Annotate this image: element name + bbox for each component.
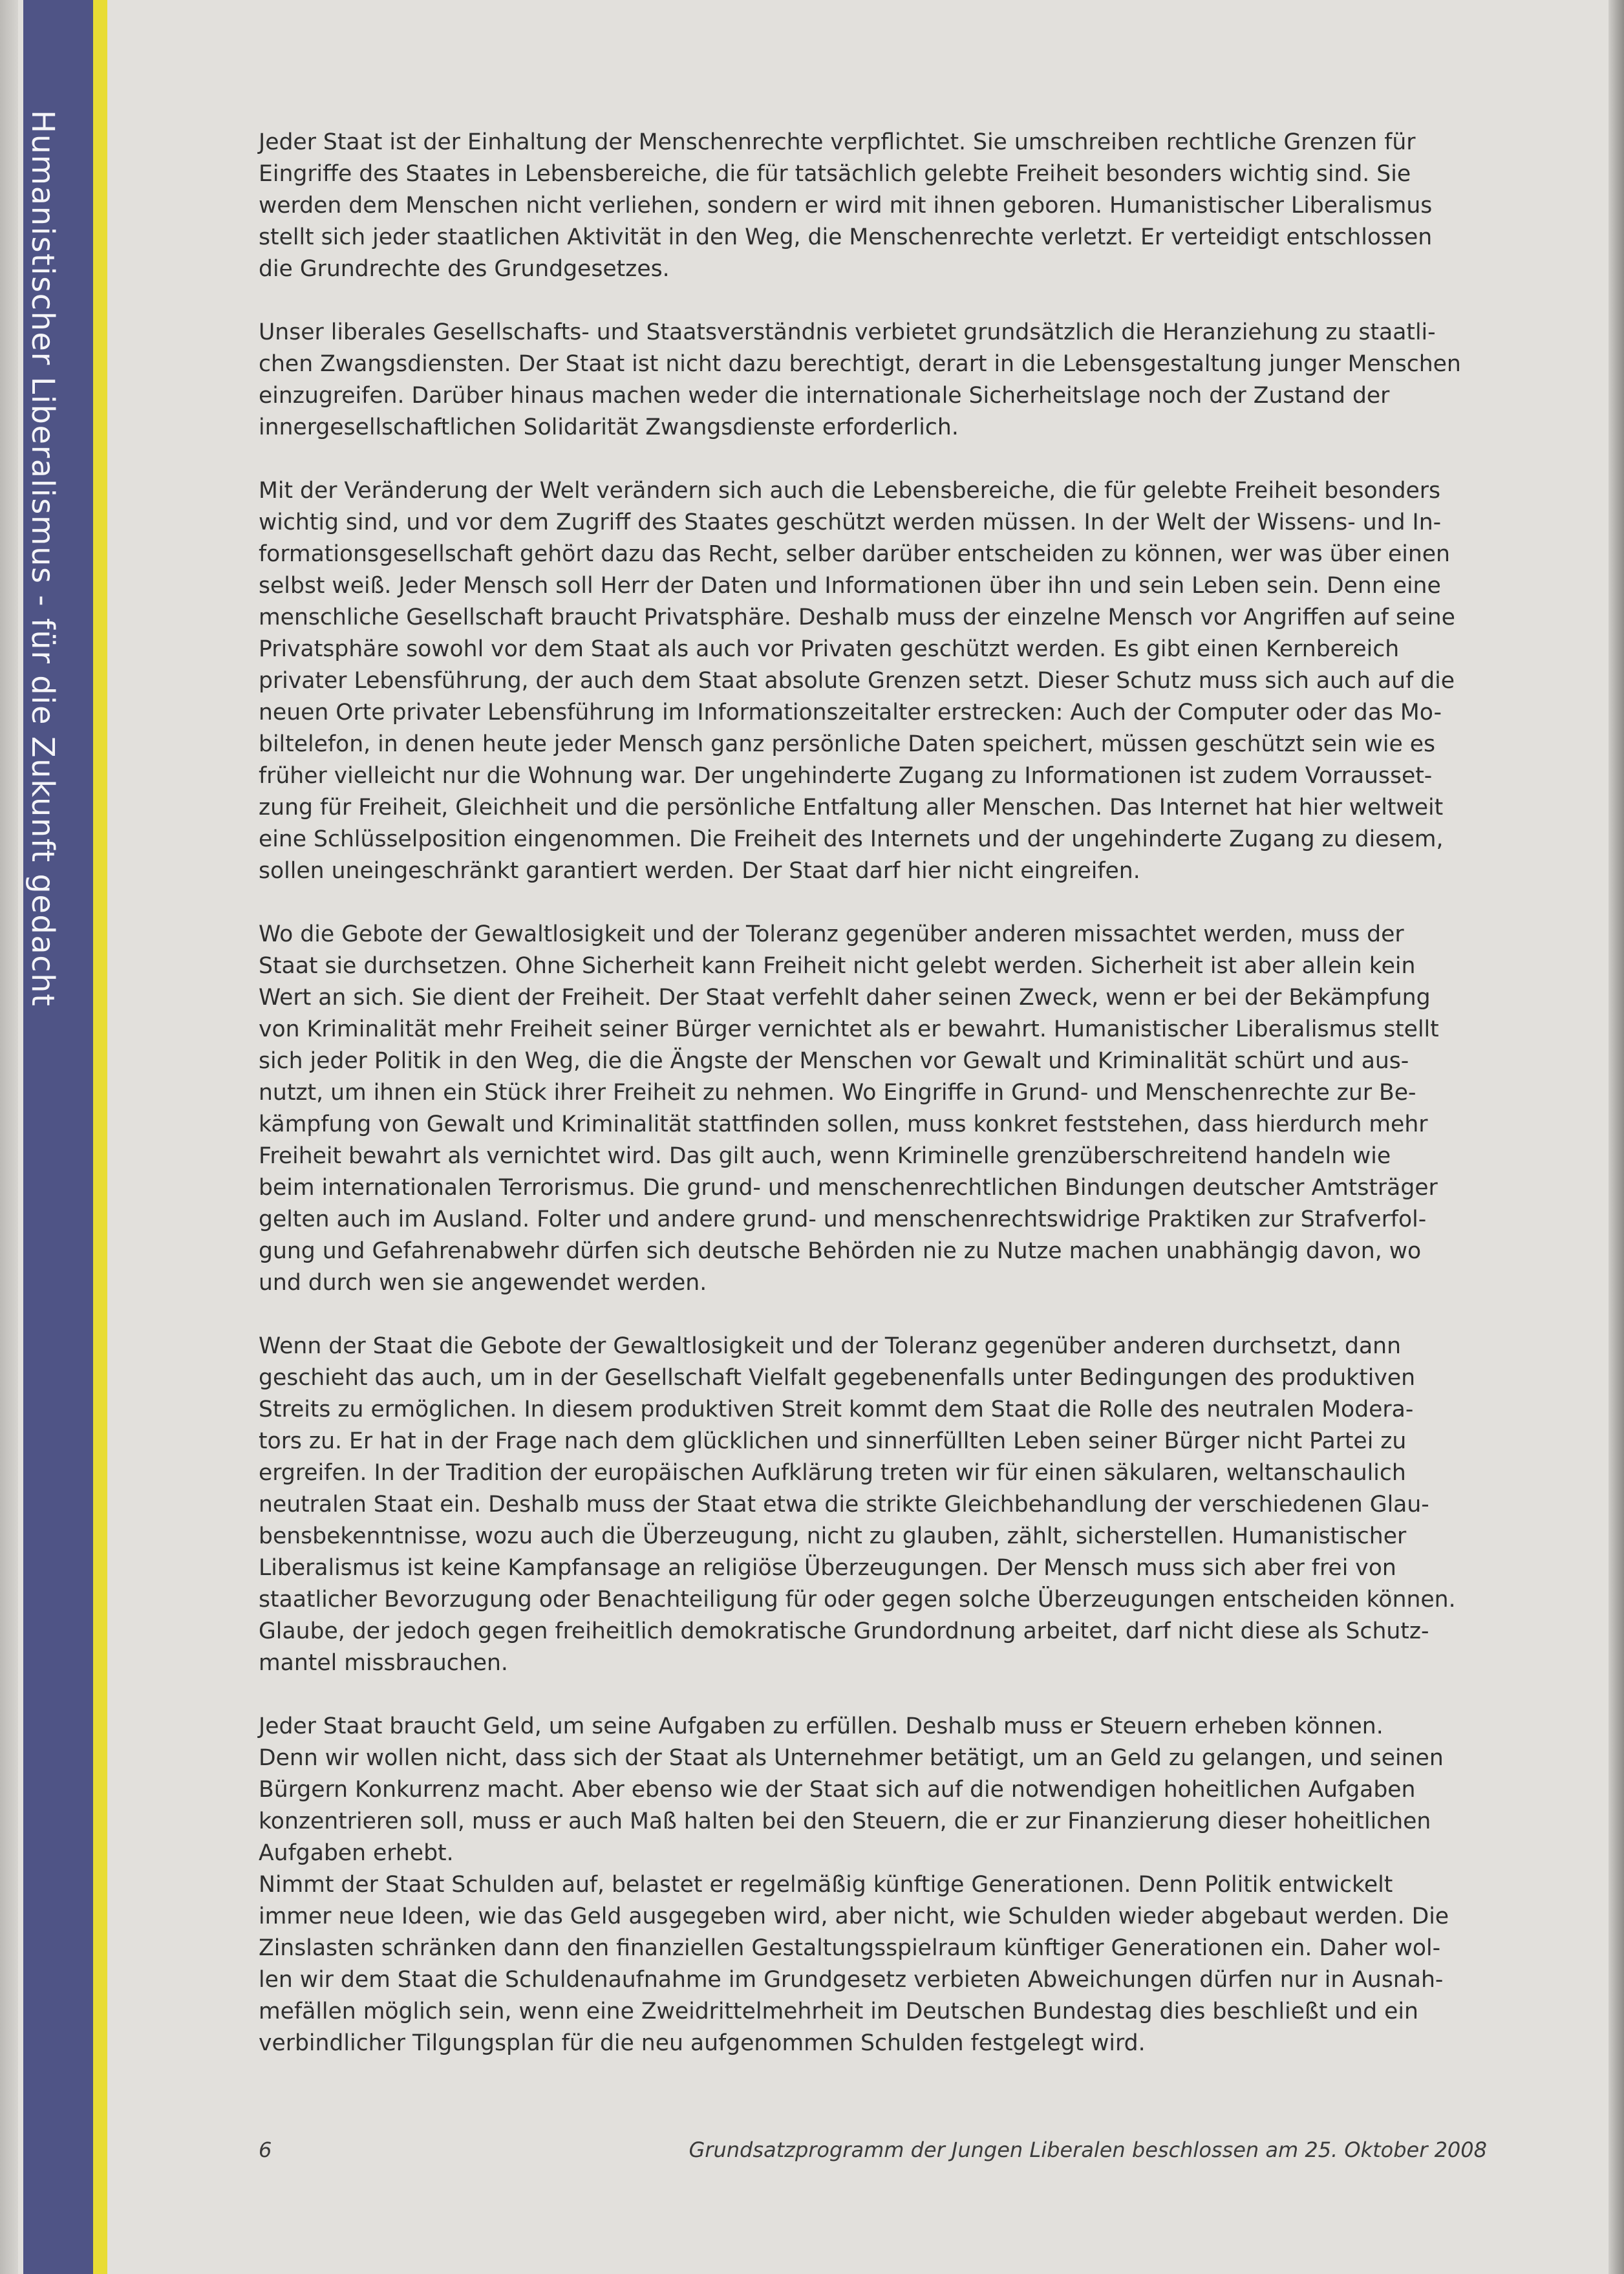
text-line: eine Schlüsselposition eingenommen. Die Freiheit des Internets und der ungehinderte Zugang zu diesem, bbox=[259, 826, 1444, 852]
paragraph bbox=[259, 475, 1500, 887]
page-number: 6 bbox=[259, 2138, 272, 2162]
text-line: geschieht das auch, um in der Gesellschaft Vielfalt gegebenenfalls unter Bedingungen des produktiven bbox=[259, 1365, 1416, 1391]
text-line: Wo die Gebote der Gewaltlosigkeit und der Toleranz gegenüber anderen missachtet werden, muss der bbox=[259, 921, 1404, 947]
text-line: die Grundrechte des Grundgesetzes. bbox=[259, 256, 670, 282]
side-accent-stripe bbox=[93, 0, 107, 2274]
text-line: neutralen Staat ein. Deshalb muss der Staat etwa die strikte Gleichbehandlung der verschiedenen Glau- bbox=[259, 1492, 1429, 1518]
text-line: Aufgaben erhebt. bbox=[259, 1840, 454, 1866]
text-line: Bürgern Konkurrenz macht. Aber ebenso wie der Staat sich auf die notwendigen hoheitlichen Aufgaben bbox=[259, 1777, 1416, 1803]
text-line: Wert an sich. Sie dient der Freiheit. Der Staat verfehlt daher seinen Zweck, wenn er bei der Bekämpfung bbox=[259, 985, 1431, 1011]
text-line: konzentrieren soll, muss er auch Maß halten bei den Steuern, die er zur Finanzierung dieser hoheitlichen bbox=[259, 1808, 1431, 1834]
text-line: staatlicher Bevorzugung oder Benachteiligung für oder gegen solche Überzeugungen entscheiden können. bbox=[259, 1587, 1456, 1613]
text-line: werden dem Menschen nicht verliehen, sondern er wird mit ihnen geboren. Humanistischer Liberalismus bbox=[259, 193, 1433, 219]
text-line: Nimmt der Staat Schulden auf, belastet er regelmäßig künftige Generationen. Denn Politik entwickelt bbox=[259, 1872, 1393, 1898]
text-line: Jeder Staat ist der Einhaltung der Menschenrechte verpflichtet. Sie umschreiben rechtliche Grenzen für bbox=[259, 129, 1416, 155]
text-line: tors zu. Er hat in der Frage nach dem glücklichen und sinnerfüllten Leben seiner Bürger nicht Partei zu bbox=[259, 1428, 1407, 1454]
text-line: verbindlicher Tilgungsplan für die neu aufgenommen Schulden festgelegt wird. bbox=[259, 2030, 1146, 2056]
text-line: sich jeder Politik in den Weg, die die Ängste der Menschen vor Gewalt und Kriminalität schürt und aus- bbox=[259, 1048, 1409, 1074]
text-line: Eingriffe des Staates in Lebensbereiche, die für tatsächlich gelebte Freiheit besonders wichtig sind. Sie bbox=[259, 161, 1411, 187]
scan-edge-left bbox=[0, 0, 18, 2274]
text-line: innergesellschaftlichen Solidarität Zwangsdienste erforderlich. bbox=[259, 414, 959, 440]
text-line: kämpfung von Gewalt und Kriminalität stattfinden sollen, muss konkret feststehen, dass hierdurch mehr bbox=[259, 1111, 1428, 1137]
paragraph bbox=[259, 127, 1500, 285]
text-line: mefällen möglich sein, wenn eine Zweidrittelmehrheit im Deutschen Bundestag dies beschließt und ein bbox=[259, 1999, 1418, 2024]
text-line: Mit der Veränderung der Welt verändern sich auch die Lebensbereiche, die für gelebte Freiheit besonders bbox=[259, 478, 1441, 504]
body-text bbox=[259, 127, 1500, 2091]
text-line: einzugreifen. Darüber hinaus machen weder die internationale Sicherheitslage noch der Zustand der bbox=[259, 383, 1390, 409]
paragraph bbox=[259, 1331, 1500, 1679]
paragraph bbox=[259, 919, 1500, 1299]
text-line: privater Lebensführung, der auch dem Staat absolute Grenzen setzt. Dieser Schutz muss sich auch auf die bbox=[259, 668, 1455, 694]
text-line: len wir dem Staat die Schuldenaufnahme im Grundgesetz verbieten Abweichungen dürfen nur in Ausnah- bbox=[259, 1967, 1444, 1993]
text-line: biltelefon, in denen heute jeder Mensch ganz persönliche Daten speichert, müssen geschützt sein wie es bbox=[259, 731, 1435, 757]
text-line: und durch wen sie angewendet werden. bbox=[259, 1270, 707, 1296]
text-line: früher vielleicht nur die Wohnung war. Der ungehinderte Zugang zu Informationen ist zudem Vorrausset- bbox=[259, 763, 1433, 789]
text-line: beim internationalen Terrorismus. Die grund- und menschenrechtlichen Bindungen deutscher Amtsträger bbox=[259, 1175, 1438, 1201]
text-line: formationsgesellschaft gehört dazu das Recht, selber darüber entscheiden zu können, wer was über einen bbox=[259, 541, 1450, 567]
text-line: Streits zu ermöglichen. In diesem produktiven Streit kommt dem Staat die Rolle des neutralen Moderа- bbox=[259, 1397, 1414, 1422]
side-title: Humanistischer Liberalismus - für die Zukunft gedacht bbox=[25, 110, 61, 1007]
text-line: mantel missbrauchen. bbox=[259, 1650, 508, 1676]
text-line: wichtig sind, und vor dem Zugriff des Staates geschützt werden müssen. In der Welt der Wissens- und In- bbox=[259, 510, 1442, 535]
footer-caption: Grundsatzprogramm der Jungen Liberalen beschlossen am 25. Oktober 2008 bbox=[689, 2138, 1487, 2162]
text-line: Liberalismus ist keine Kampfansage an religiöse Überzeugungen. Der Mensch muss sich aber frei von bbox=[259, 1555, 1396, 1581]
text-line: von Kriminalität mehr Freiheit seiner Bürger vernichtet als er bewahrt. Humanistischer Liberalismus stellt bbox=[259, 1016, 1439, 1042]
text-line: bensbekenntnisse, wozu auch die Überzeugung, nicht zu glauben, zählt, sicherstellen. Humanistischer bbox=[259, 1523, 1407, 1549]
scan-edge-right bbox=[1608, 0, 1624, 2274]
paragraph bbox=[259, 317, 1500, 444]
text-line: Zinslasten schränken dann den finanziellen Gestaltungsspielraum künftiger Generationen ein. Daher wol- bbox=[259, 1935, 1441, 1961]
text-line: Staat sie durchsetzen. Ohne Sicherheit kann Freiheit nicht gelebt werden. Sicherheit ist aber allein kein bbox=[259, 953, 1416, 979]
text-line: Freiheit bewahrt als vernichtet wird. Das gilt auch, wenn Kriminelle grenzüberschreitend handeln wie bbox=[259, 1143, 1391, 1169]
text-line: ergreifen. In der Tradition der europäischen Aufklärung treten wir für einen säkularen, weltanschaulich bbox=[259, 1460, 1406, 1486]
text-line: immer neue Ideen, wie das Geld ausgegeben wird, aber nicht, wie Schulden wieder abgebaut werden. Die bbox=[259, 1904, 1449, 1929]
text-line: stellt sich jeder staatlichen Aktivität in den Weg, die Menschenrechte verletzt. Er verteidigt entschlossen bbox=[259, 224, 1433, 250]
text-line: zung für Freiheit, Gleichheit und die persönliche Entfaltung aller Menschen. Das Internet hat hier weltweit bbox=[259, 795, 1444, 821]
text-line: chen Zwangsdiensten. Der Staat ist nicht dazu berechtigt, derart in die Lebensgestaltung junger Menschen bbox=[259, 351, 1461, 377]
text-line: selbst weiß. Jeder Mensch soll Herr der Daten und Informationen über ihn und sein Leben sein. Denn eine bbox=[259, 573, 1441, 599]
text-line: Wenn der Staat die Gebote der Gewaltlosigkeit und der Toleranz gegenüber anderen durchsetzt, dann bbox=[259, 1333, 1401, 1359]
text-line: menschliche Gesellschaft braucht Privatsphäre. Deshalb muss der einzelne Mensch vor Angriffen auf seine bbox=[259, 605, 1455, 630]
text-line: gung und Gefahrenabwehr dürfen sich deutsche Behörden nie zu Nutze machen unabhängig davon, wo bbox=[259, 1238, 1422, 1264]
text-line: sollen uneingeschränkt garantiert werden. Der Staat darf hier nicht eingreifen. bbox=[259, 858, 1140, 884]
text-line: Glaube, der jedoch gegen freiheitlich demokratische Grundordnung arbeitet, darf nicht diese als Schutz- bbox=[259, 1618, 1429, 1644]
paragraph bbox=[259, 1711, 1500, 2059]
text-line: Denn wir wollen nicht, dass sich der Staat als Unternehmer betätigt, um an Geld zu gelangen, und seinen bbox=[259, 1745, 1444, 1771]
text-line: Unser liberales Gesellschafts- und Staatsverständnis verbietet grundsätzlich die Heranziehung zu staatli- bbox=[259, 319, 1436, 345]
text-line: neuen Orte privater Lebensführung im Informationszeitalter erstrecken: Auch der Computer oder das Mo- bbox=[259, 700, 1442, 725]
text-line: Privatsphäre sowohl vor dem Staat als auch vor Privaten geschützt werden. Es gibt einen Kernbereich bbox=[259, 636, 1400, 662]
text-line: gelten auch im Ausland. Folter und andere grund- und menschenrechtswidrige Praktiken zur Strafverfol- bbox=[259, 1207, 1427, 1232]
text-line: Jeder Staat braucht Geld, um seine Aufgaben zu erfüllen. Deshalb muss er Steuern erheben können. bbox=[259, 1713, 1384, 1739]
text-line: nutzt, um ihnen ein Stück ihrer Freiheit zu nehmen. Wo Eingriffe in Grund- und Menschenrechte zur Be- bbox=[259, 1080, 1416, 1106]
